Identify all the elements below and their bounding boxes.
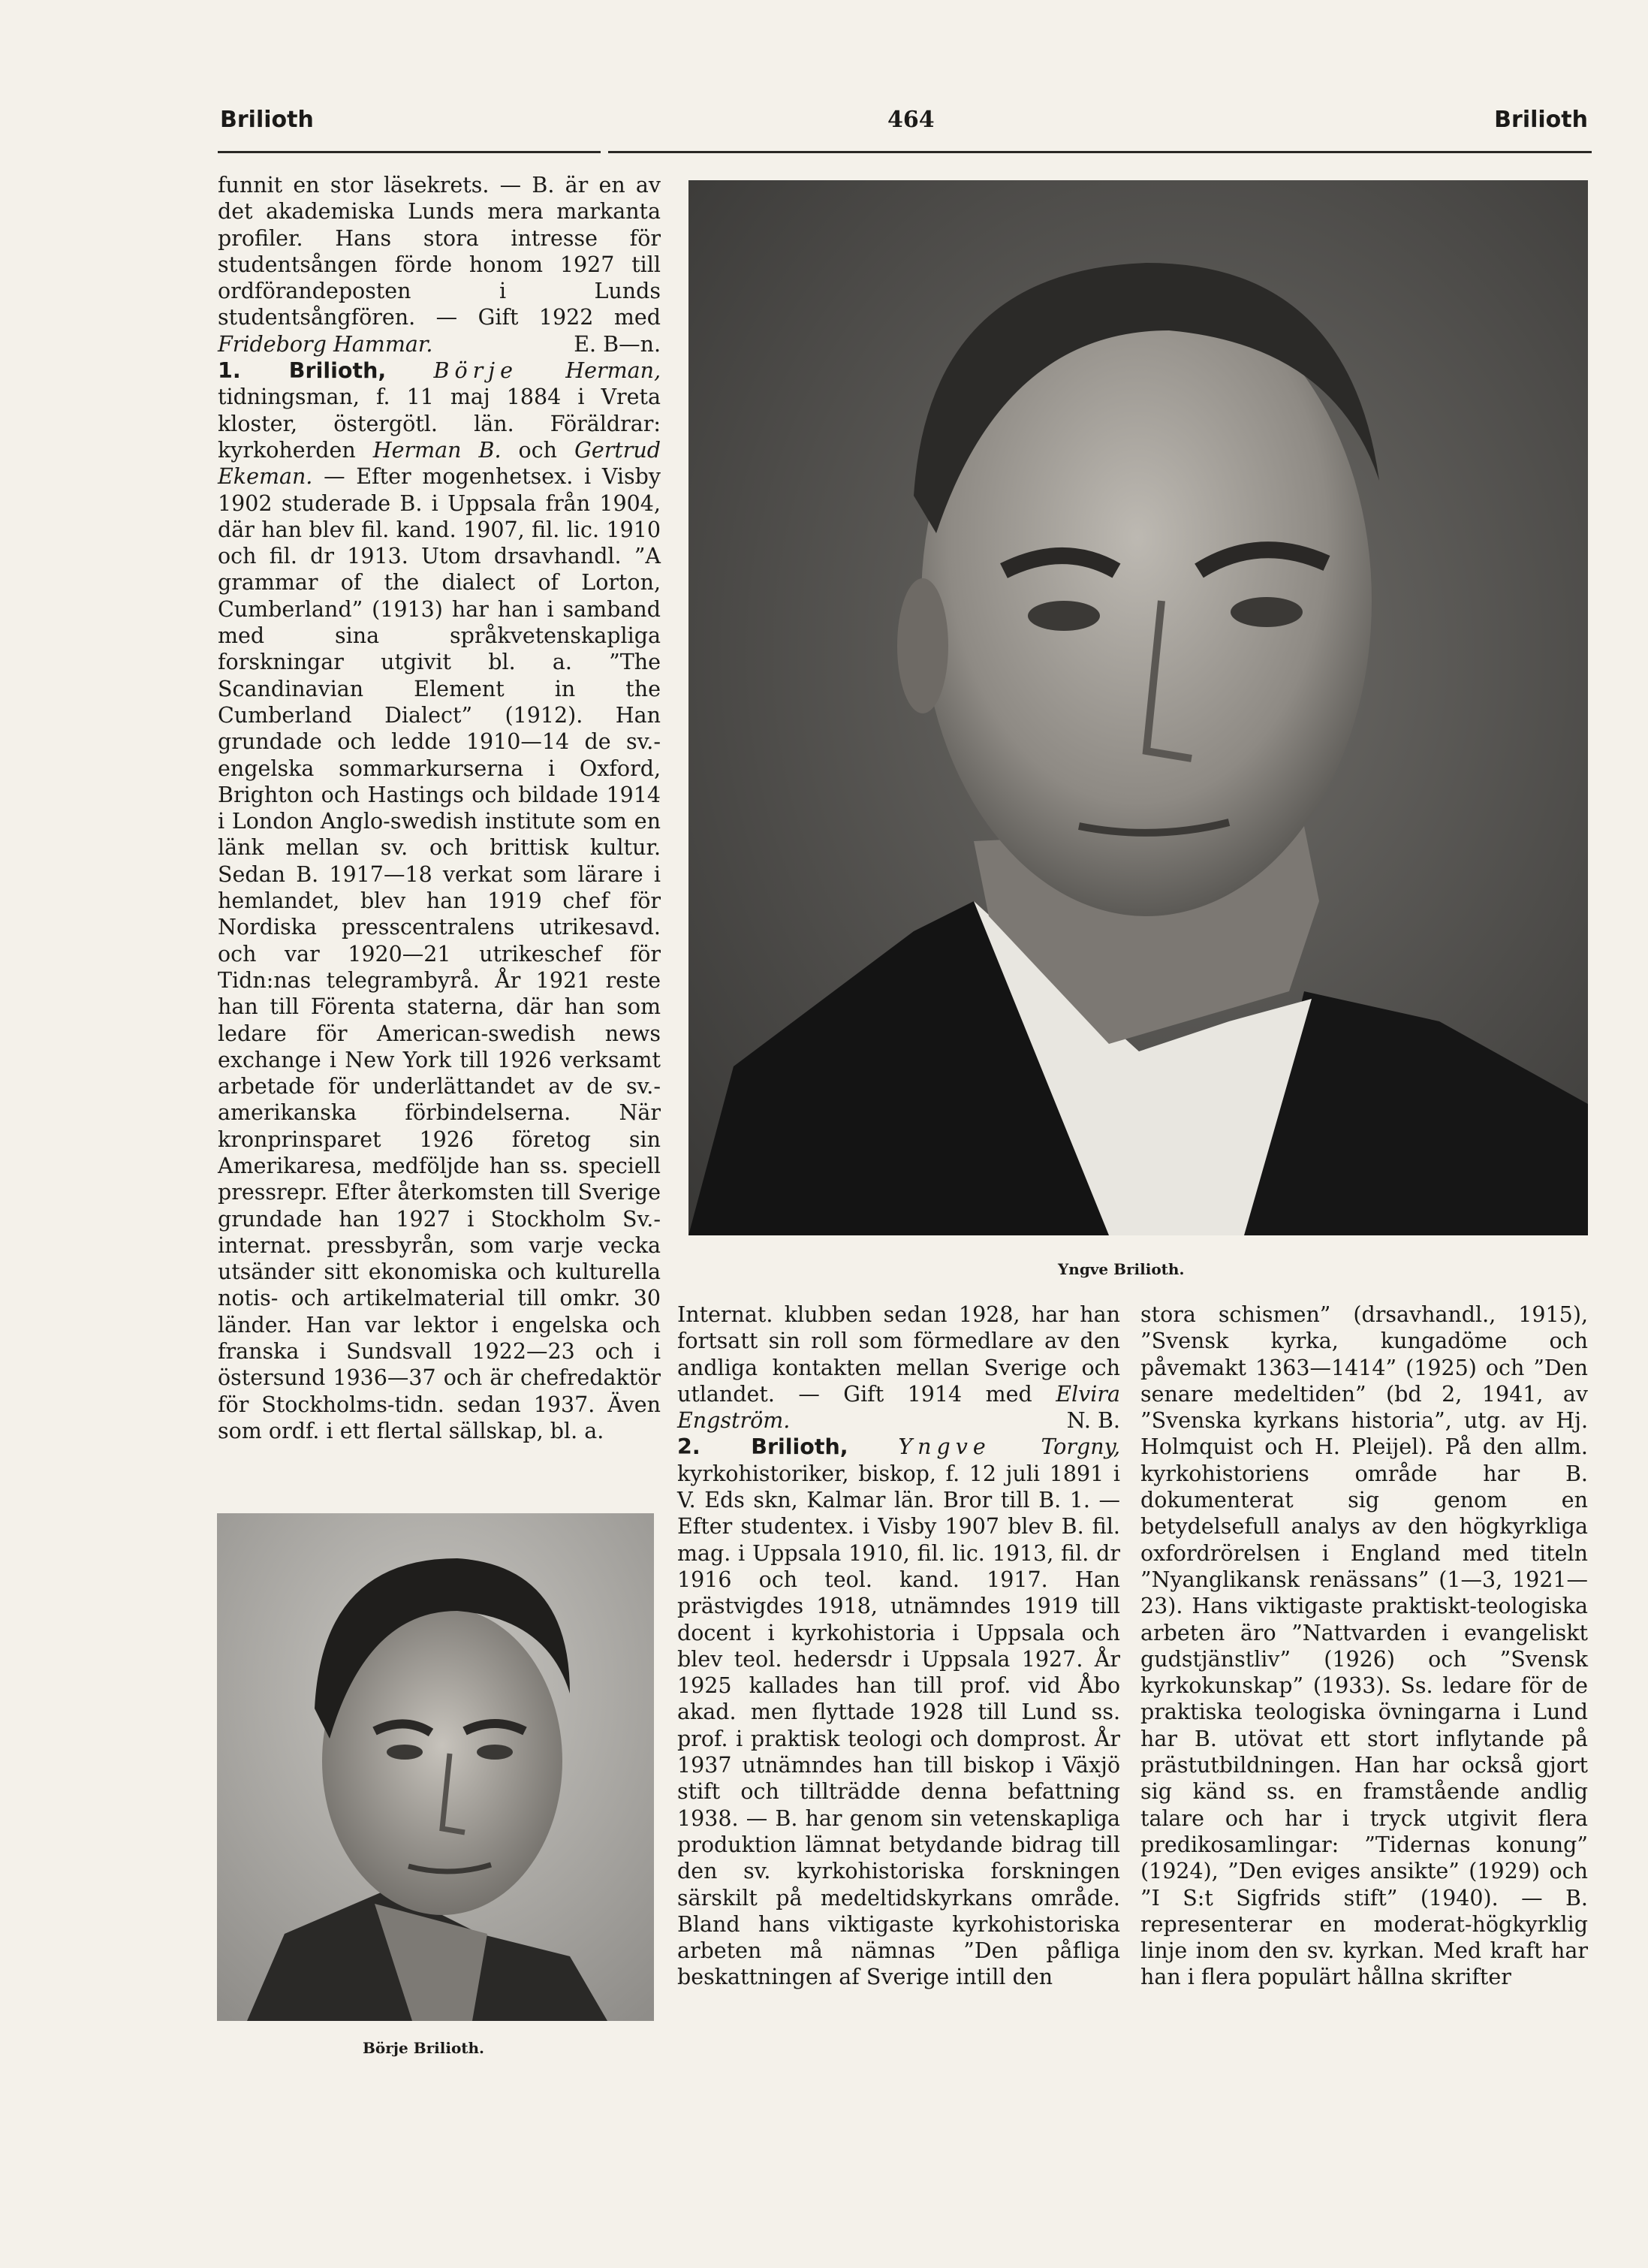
portrait-yngve xyxy=(688,180,1588,1235)
wife-name-2: Elvira Engström. xyxy=(677,1381,1120,1434)
paragraph-continuation: Internat. klubben sedan 1928, har han fortsatt sin roll som förmedlare av den andliga kontakten mellan Sverige och utlandet. — Gift 1914 med Elvira Engström. N. B. xyxy=(677,1302,1120,1434)
given-name-spaced-2: Yngve xyxy=(898,1434,991,1460)
page-number: 464 xyxy=(887,107,935,133)
mother-name: Gertrud Ekeman. xyxy=(218,437,661,490)
header-rule-left xyxy=(218,151,601,153)
wife-name-1: Frideborg Hammar. xyxy=(218,331,433,357)
column-right xyxy=(1140,1301,1588,1991)
entry-heading-1: 1. Brilioth, xyxy=(218,358,387,384)
given-name-spaced: Börje xyxy=(433,358,518,384)
caption-yngve: Yngve Brilioth. xyxy=(1058,1260,1185,1278)
column-left xyxy=(218,172,661,1444)
entry-heading-2: 2. Brilioth, xyxy=(677,1434,848,1460)
given-name-2: Herman, xyxy=(565,358,661,384)
column-middle xyxy=(677,1301,1120,1991)
running-head-right: Brilioth xyxy=(1494,107,1588,133)
portrait-borje xyxy=(217,1513,654,2021)
entry-yngve: 2. Brilioth, Yngve Torgny, kyrkohistoriker, biskop, f. 12 juli 1891 i V. Eds skn, Kalmar län. Bror till B. 1. — Efter studentex. i Visby 1907 blev B. fil. mag. i Uppsala 1910, fil. lic. 1913, fil. dr 1916 och teol. kand. 1917. Han prästvigdes 1918, utnämndes 1919 till docent i kyrkohistoria i Uppsala och blev teol. hedersdr i Uppsala 1927. År 1925 kallades han till prof. vid Åbo akad. men flyttade 1928 till Lund ss. prof. i praktisk teologi och domprost. År 1937 utnämndes han till biskop i Växjö stift och tillträdde denna befattning 1938. — B. har genom sin vetenskapliga produktion lämnat betydande bidrag till den sv. kyrkohistoriska forskningen särskilt på medeltidskyrkans område. Bland hans viktigaste kyrkohistoriska arbeten må nämnas ”Den påfliga beskattningen af Sverige intill den xyxy=(677,1434,1121,1990)
author-signature-2: N. B. xyxy=(1066,1408,1120,1434)
caption-borje: Börje Brilioth. xyxy=(363,2039,485,2057)
paragraph-intro: funnit en stor läsekrets. — B. är en av det akademiska Lunds mera markanta profiler. Hans stora intresse för studentsången förde honom 1927 till ordförandeposten i Lunds studentsångfören. — Gift 1922 med Frideborg Hammar. E. B—n. xyxy=(218,173,661,357)
header-rule-right xyxy=(608,151,1592,153)
running-head-left: Brilioth xyxy=(220,107,314,133)
father-name: Herman B. xyxy=(372,437,502,463)
author-signature-1: E. B—n. xyxy=(574,331,661,357)
paragraph-right: stora schismen” (drsavhandl., 1915), ”Svensk kyrka, kungadöme och påvemakt 1363—1414” (1925) och ”Den senare medeltiden” (bd 2, 1941, av ”Svenska kyrkans historia”, utg. av Hj. Holmquist och H. Pleijel). På den allm. kyrkohistoriens område har B. dokumenterat sig genom en betydelsefull analys av den högkyrkliga oxfordrörelsen i England med titeln ”Nyanglikansk renässans” (1—3, 1921—23). Hans viktigaste praktiskt-teologiska arbeten äro ”Nattvarden i evangeliskt gudstjänstliv” (1926) och ”Svensk kyrkokunskap” (1933). Ss. ledare för de praktiska teologiska övningarna i Lund har B. utövat ett stort inflytande på prästutbildningen. Han har också gjort sig känd ss. en framstående andlig talare och har i tryck utgivit flera predikosamlingar: ”Tidernas konung” (1924), ”Den eviges ansikte” (1929) och ”I S:t Sigfrids stift” (1940). — B. representerar en moderat-högkyrklig linje inom den sv. kyrkan. Med kraft har han i flera populärt hållna skrifter xyxy=(1140,1302,1588,1990)
entry-borje: 1. Brilioth, Börje Herman, tidningsman, f. 11 maj 1884 i Vreta kloster, östergötl. län. Föräldrar: kyrkoherden Herman B. och Gertrud Ekeman. — Efter mogenhetsex. i Visby 1902 studerade B. i Uppsala från 1904, där han blev fil. kand. 1907, fil. lic. 1910 och fil. dr 1913. Utom drsavhandl. ”A grammar of the dialect of Lorton, Cumberland” (1913) har han i samband med sina språkvetenskapliga forskningar utgivit bl. a. ”The Scandinavian Element in the Cumberland Dialect” (1912). Han grundade och ledde 1910—14 de sv.-engelska sommarkurserna i Oxford, Brighton och Hastings och bildade 1914 i London Anglo-swedish institute som en länk mellan sv. och brittisk kultur. Sedan B. 1917—18 verkat som lärare i hemlandet, blev han 1919 chef för Nordiska presscentralens utrikesavd. och var 1920—21 utrikeschef för Tidn:nas telegrambyrå. År 1921 reste han till Förenta staterna, där han som ledare för American-swedish news exchange i New York till 1926 verksamt arbetade för underlättandet av de sv.-amerikanska förbindelserna. När kronprinsparet 1926 företog sin Amerikaresa, medföljde han ss. speciell pressrepr. Efter återkomsten till Sverige grundade han 1927 i Stockholm Sv.-internat. pressbyrån, som varje vecka utsänder sitt ekonomiska och kulturella notis- och artikelmaterial till omkr. 30 länder. Han var lektor i engelska och franska i Sundsvall 1922—23 och i östersund 1936—37 och är chefredaktör för Stockholms-tidn. sedan 1937. Även som ordf. i ett flertal sällskap, bl. a. xyxy=(218,358,661,1443)
given-name-2b: Torgny, xyxy=(1041,1434,1121,1460)
